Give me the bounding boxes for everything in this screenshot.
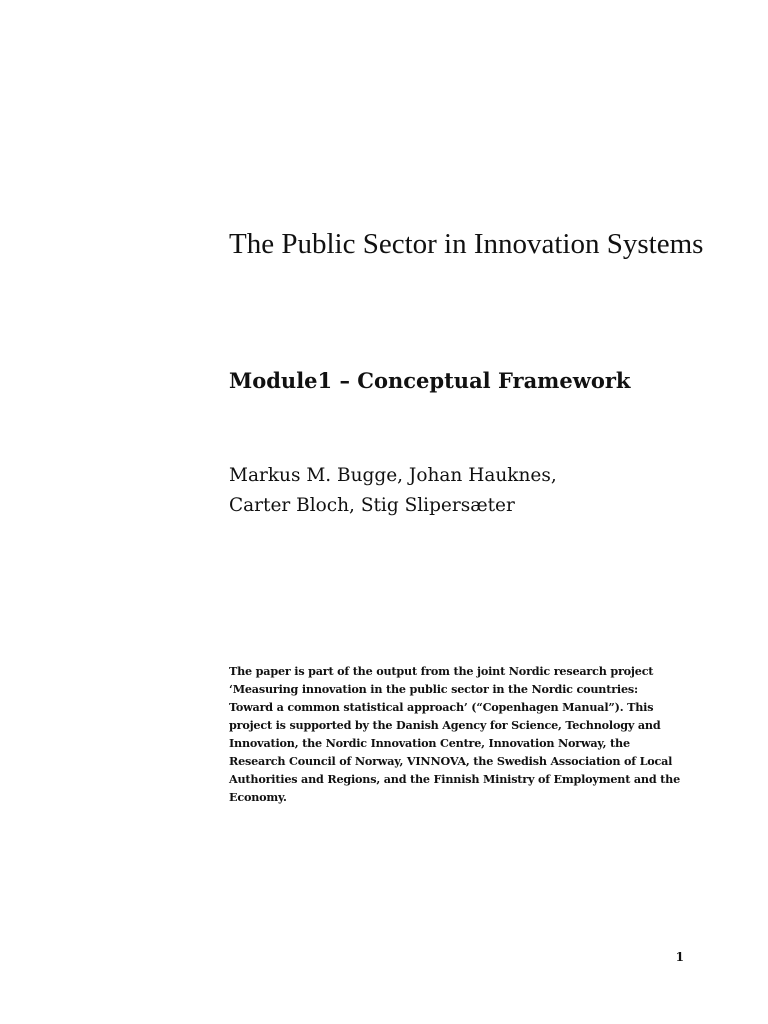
author-list [229,461,709,521]
funding-statement-line: Research Council of Norway, VINNOVA, the Swedish Association of Local [229,754,673,768]
funding-statement-line: Economy. [229,790,287,804]
document-subtitle: Module1 – Conceptual Framework [229,368,631,393]
funding-statement-line: Innovation, the Nordic Innovation Centre, Innovation Norway, the [229,736,630,750]
funding-statement-line: Toward a common statistical approach’ (“Copenhagen Manual”). This [229,700,654,714]
author-line: Carter Bloch, Stig Slipersæter [229,495,515,516]
funding-statement-line: ‘Measuring innovation in the public sector in the Nordic countries: [229,682,638,696]
page-number: 1 [675,950,684,964]
document-title: The Public Sector in Innovation Systems [229,228,704,260]
funding-statement-line: Authorities and Regions, and the Finnish Ministry of Employment and the [229,772,680,786]
funding-statement [229,662,699,806]
author-line: Markus M. Bugge, Johan Hauknes, [229,465,557,486]
funding-statement-line: The paper is part of the output from the joint Nordic research project [229,664,654,678]
funding-statement-line: project is supported by the Danish Agency for Science, Technology and [229,718,661,732]
